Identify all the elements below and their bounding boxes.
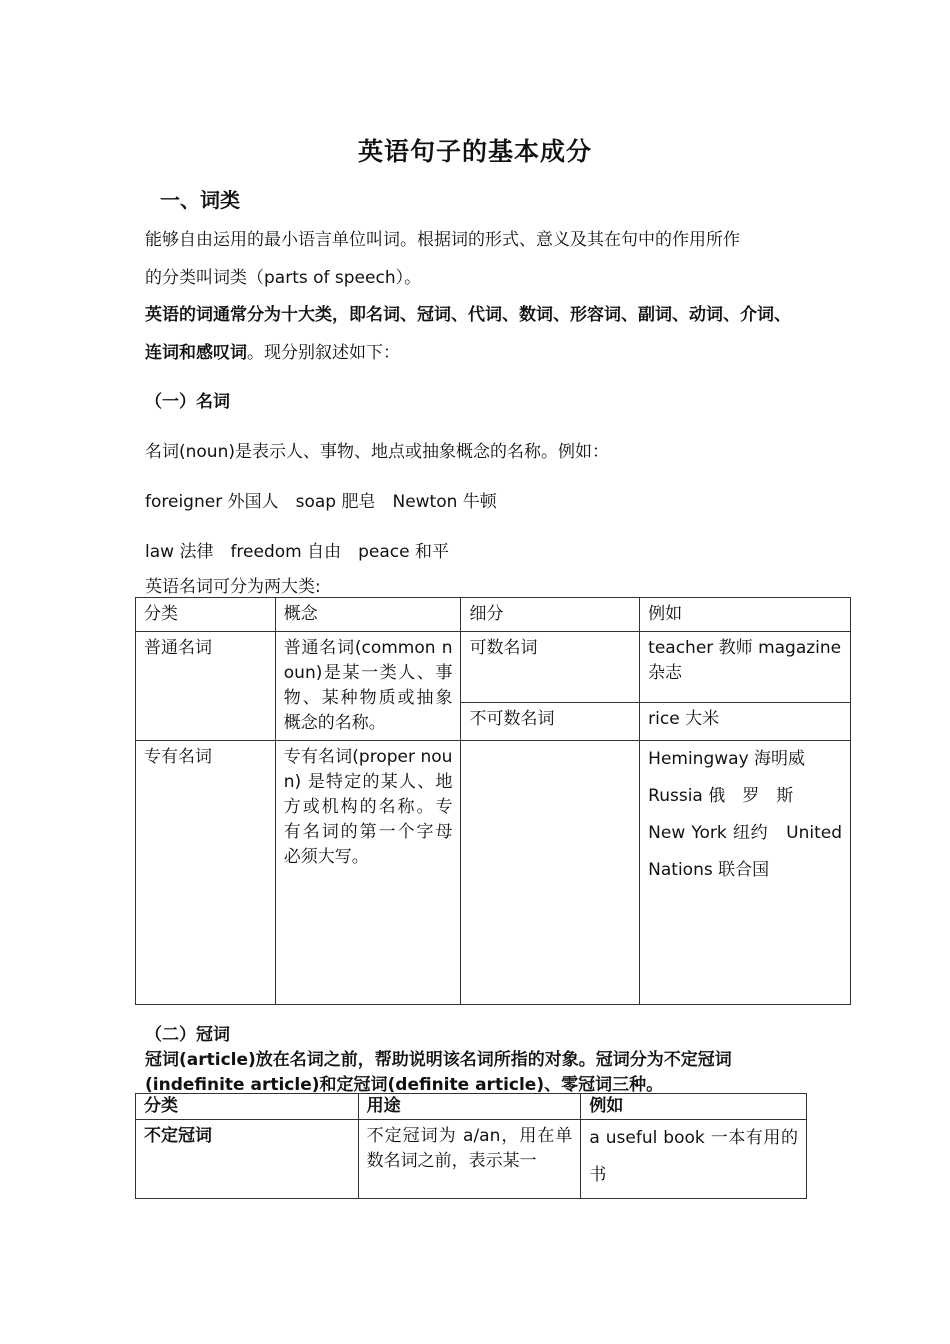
countable-noun-examples: teacher 教师 magazine 杂志 bbox=[640, 632, 851, 703]
noun-heading: （一）名词 bbox=[145, 392, 230, 412]
section-heading-word-classes: 一、词类 bbox=[160, 188, 240, 212]
noun-definition: 名词(noun)是表示人、事物、地点或抽象概念的名称。例如： bbox=[145, 442, 609, 462]
uncountable-noun-examples: rice 大米 bbox=[640, 702, 851, 740]
noun-table-caption: 英语名词可分为两大类: bbox=[145, 577, 321, 597]
header-cell: 例如 bbox=[640, 598, 851, 632]
table-header-row bbox=[136, 598, 851, 632]
empty-cell bbox=[461, 741, 640, 1005]
noun-examples-2: law 法律 freedom 自由 peace 和平 bbox=[145, 542, 449, 562]
article-table bbox=[135, 1093, 807, 1199]
intro-line-3: 英语的词通常分为十大类，即名词、冠词、代词、数词、形容词、副词、动词、介词、 bbox=[145, 305, 791, 325]
proper-noun-class: 专有名词 bbox=[136, 741, 276, 1005]
noun-table bbox=[135, 597, 851, 1005]
uncountable-noun: 不可数名词 bbox=[461, 702, 640, 740]
table-row bbox=[136, 741, 851, 1005]
common-noun-class: 普通名词 bbox=[136, 632, 276, 741]
intro-line-2: 的分类叫词类（parts of speech）。 bbox=[145, 268, 422, 288]
common-noun-concept: 普通名词(common noun)是某一类人、事物、某种物质或抽象概念的名称。 bbox=[275, 632, 461, 741]
header-cell: 分类 bbox=[136, 598, 276, 632]
proper-noun-concept: 专有名词(proper noun) 是特定的某人、地方或机构的名称。专有名词的第一个字母必须大写。 bbox=[275, 741, 461, 1005]
table-row bbox=[136, 632, 851, 703]
proper-example-3: New York 纽约 United Nations 联合国 bbox=[648, 823, 842, 880]
intro-line-4-rest: 。现分别叙述如下： bbox=[247, 343, 400, 363]
article-definition-2: (indefinite article)和定冠词(definite article)、零冠词三种。 bbox=[145, 1075, 664, 1095]
indefinite-article-use: 不定冠词为 a/an，用在单数名词之前，表示某一 bbox=[358, 1120, 581, 1199]
indefinite-article-class: 不定冠词 bbox=[136, 1120, 359, 1199]
table-row bbox=[136, 1120, 807, 1199]
noun-examples-1: foreigner 外国人 soap 肥皂 Newton 牛顿 bbox=[145, 492, 497, 512]
intro-line-4 bbox=[145, 338, 400, 363]
intro-line-1: 能够自由运用的最小语言单位叫词。根据词的形式、意义及其在句中的作用所作 bbox=[145, 230, 740, 250]
header-cell: 例如 bbox=[581, 1094, 807, 1120]
article-heading: （二）冠词 bbox=[145, 1025, 230, 1045]
header-cell: 概念 bbox=[275, 598, 461, 632]
countable-noun: 可数名词 bbox=[461, 632, 640, 703]
header-cell: 分类 bbox=[136, 1094, 359, 1120]
indefinite-article-example: a useful book 一本有用的书 bbox=[581, 1120, 807, 1199]
intro-line-4-bold: 连词和感叹词 bbox=[145, 343, 247, 363]
page-title: 英语句子的基本成分 bbox=[357, 137, 592, 166]
header-cell: 用途 bbox=[358, 1094, 581, 1120]
proper-example-1: Hemingway 海明威 bbox=[648, 749, 806, 769]
proper-noun-examples bbox=[640, 741, 851, 1005]
proper-example-2: Russia 俄 罗 斯 bbox=[648, 786, 794, 806]
article-definition-1: 冠词(article)放在名词之前，帮助说明该名词所指的对象。冠词分为不定冠词 bbox=[145, 1050, 732, 1070]
table-header-row bbox=[136, 1094, 807, 1120]
header-cell: 细分 bbox=[461, 598, 640, 632]
